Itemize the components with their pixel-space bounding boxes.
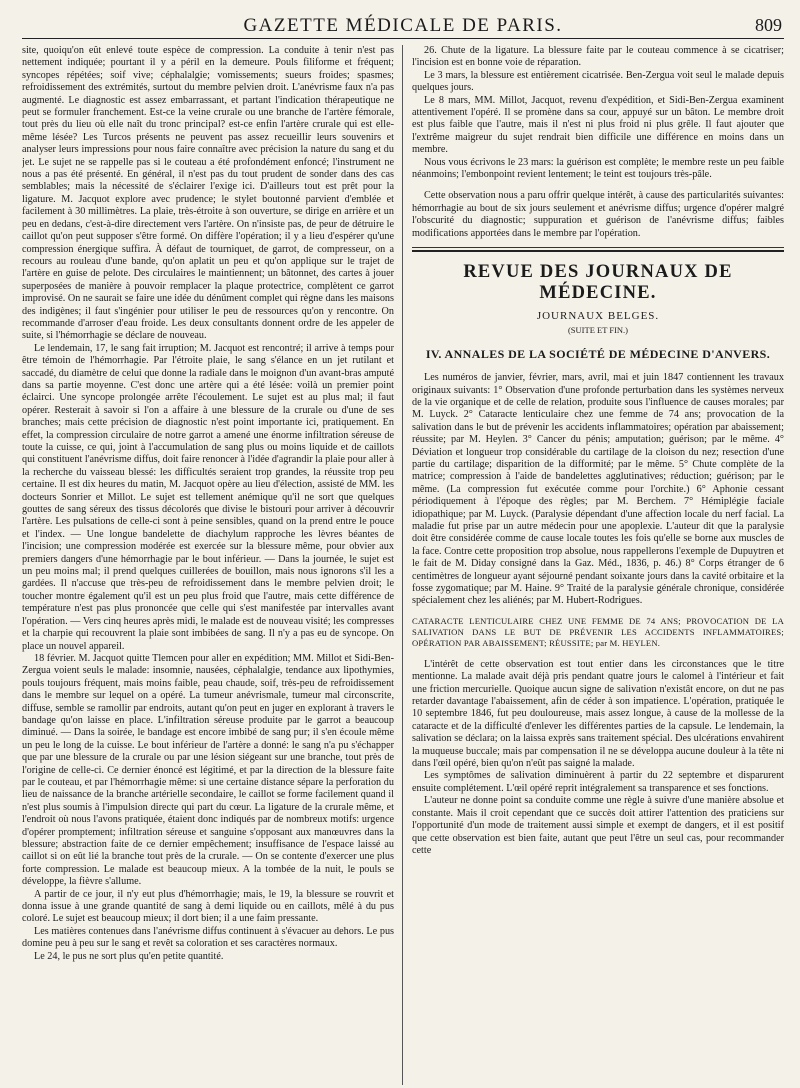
left-paragraph: 18 février. M. Jacquot quitte Tlemcen pour aller en expédition; MM. Millot et Sidi-Ben-Zergua voient seuls le malade: insomnie, nausées, céphalalgie, tendance aux lipothymies, pouls toujours fréquent, mais moins faible, peau chaude, soif, très-peu de refroidissement dans le membre sur lequel on a opéré. La tumeur anévrismale, tumeur mal circonscrite, diffuse, semble se ramollir par endroits, autant qu'on peut en juger en explorant à travers le bandage qu'on laisse en place. L'infiltration séreuse produite par le garrot a beaucoup diminué. — Dans la soirée, le bandage est encore imbibé de sang pur; il s'en écoule même un peu le long de la cuisse. Le bout inférieur de l'artère a donné: le sang n'a pu s'échapper que par une blessure de la crurale ou par une lésion siégeant sur une branche, tout près de l'origine de celle-ci. Ce dernier énoncé est légitimé, et par la direction de la blessure faite par le couteau, et par l'hémorrhagie même: si une certaine distance sépare la perforation du lieu de naissance de la branche artérielle secondaire, le caillot se forme facilement quand il n'est plus soumis à l'impulsion directe qui part du cœur. La ligature de la crurale même, et l'endroit où nous l'avons pratiquée, étaient donc indiqués par de nombreux motifs: urgence d'opérer promptement; infiltration séreuse et sanguine s'opposant aux manœuvres dans la blessure; abstraction faite de ce dernier empêchement; insuffisance de l'espace laissé au caillot si on eût lié la branche tout près de la crurale. — On se contente d'exercer une plus forte compression. Le malade est beaucoup mieux. A la tombée de la nuit, le pouls se développe, la fièvre s'allume. [22,652,394,888]
right-paragraph: Les numéros de janvier, février, mars, avril, mai et juin 1847 contiennent les travaux originaux suivants: 1° Observation d'une profonde perturbation dans les systèmes nerveux de la vie organique et de celle de relation, produite sous l'influence de causes morales; par M. Luyck. 2° Cataracte lenticulaire chez une femme de 74 ans; provocation de la salivation dans le but de prévenir les accidents inflammatoires; opération par abaissement; réussite; par M. Heylen. 3° Cancer du pénis; amputation; guérison; par le même. 4° Déviation et longueur trop considérable du cartilage de la cloison du nez; resection d'une partie du cartilage; disparition de la difformité; par le même. 5° Chute complète de la matrice; compression à l'aide de bandelettes agglutinatives; réduction; guérison; par le même. (La compression fut exécutée comme pour l'orchite.) 6° Aphonie cessant périodiquement à l'époque des règles; par M. Berchem. 7° Hémiplégie faciale idiopathique; par M. Luyck. (Paralysie dépendant d'une affection locale du nerf facial. La maladie fut prise par un autre médecin pour une apoplexie. L'auteur dit que la paralysie doit être considérée comme de cause locale toutes les fois qu'elle se borne aux muscles de la face. Contre cette proposition trop absolue, nous rappellerons l'exemple de Dupuytren et le fait de M. Diday consigné dans la Gaz. Méd., 1836, p. 46.) 8° Corps étranger de 6 centimètres de longueur ayant séjourné pendant soixante jours dans la cavité orbitaire et la fosse zygomatique; par M. Haine. 9° Traité de la paralysie générale chronique, considérée spécialement chez les aliénés; par M. Hubert-Rodrigues. [412,372,784,607]
section-title: REVUE DES JOURNAUX DE MÉDECINE. [463,262,733,304]
right-paragraph: Le 8 mars, MM. Millot, Jacquot, revenu d'expédition, et Sidi-Ben-Zergua examinent attentivement l'opéré. Il se promène dans sa cour, appuyé sur un bâton. Le membre droit est plus faible que l'autre, mais il n'est ni plus froid ni plus grêle. Il faut ajouter que l'extrême maigreur du sujet rendrait bien difficile une différence en moins dans un membre. [412,94,784,156]
right-paragraph: Cette observation nous a paru offrir quelque intérêt, à cause des particularités suivantes: hémorrhagie au bout de six jours seulement et anévrisme diffus; urgence d'opérer malgré l'obscurité du diagnostic; suppuration et guérison de l'anévrisme diffus; faibles modifications apportées dans le membre par l'opération. [412,190,784,239]
right-paragraph: Les symptômes de salivation diminuèrent à partir du 22 septembre et disparurent ensuite complétement. L'œil opéré reprit intégralement sa transparence et ses fonctions. [412,770,784,794]
section-divider-thick [412,250,784,252]
two-column-body [22,45,784,1085]
page-number: 809 [755,15,782,35]
left-column [22,45,402,1085]
spacer [412,181,784,190]
right-paragraph: Nous vous écrivons le 23 mars: la guérison est complète; le membre reste un peu faible néanmoins; l'embonpoint revient lentement; le teint est toujours très-pâle. [412,156,784,181]
section-divider [412,247,784,248]
section-subtitle: JOURNAUX BELGES. [536,310,660,323]
continuation-note: (SUITE ET FIN.) [567,325,629,336]
right-paragraph: Le 3 mars, la blessure est entièrement cicatrisée. Ben-Zergua voit seul le malade depuis quelques jours. [412,69,784,94]
right-paragraph: L'auteur ne donne point sa conduite comme une règle à suivre d'une manière absolue et constante. Mais il croit cependant que ce succès doit attirer l'attention des praticiens sur l'opportunité d'un mode de traitement aussi simple et exempt de dangers, et il est positif que cette observation est bien faite, autant que peut l'être un seul cas, pour recommander cette [412,795,784,856]
right-paragraph: 26. Chute de la ligature. La blessure faite par le couteau commence à se cicatriser; l'incision est en bonne voie de réparation. [412,45,784,69]
subsection-heading: IV. ANNALES DE LA SOCIÉTÉ DE MÉDECINE D'ANVERS. [425,347,771,362]
left-paragraph: Le 24, le pus ne sort plus qu'en petite quantité. [34,950,224,962]
right-paragraph: L'intérêt de cette observation est tout entier dans les circonstances que le titre mentionne. La malade avait déjà pris pendant quatre jours le calomel à l'intérieur et fait une friction mercurielle. Quoique aucun signe de salivation n'existât encore, on dut ne pas retarder davantage l'abaissement, afin de céder à son impatience. L'opération, pratiquée le 10 septembre 1846, fut peu douloureuse, mais assez longue, à cause de la mollesse de la cataracte et de la difficulté d'enlever les différentes parties de la capsule. Le lendemain, la salivation se déclara; on la laissa exprès sans traitement spécial. Des ulcérations envahirent la muqueuse buccale; mais par compensation il ne se développa aucune douleur à la tête ni dans l'œil opéré, bien qu'on n'eût pas saigné la malade. [412,658,784,770]
journal-title: GAZETTE MÉDICALE DE PARIS. [243,15,563,36]
page-header [22,8,784,39]
left-paragraph: Les matières contenues dans l'anévrisme diffus continuent à s'évacuer au dehors. Le pus domine peu à peu sur le sang et revêt sa coloration et ses caractères normaux. [22,925,394,950]
left-paragraph: Le lendemain, 17, le sang fait irruption; M. Jacquot est rencontré; il arrive à temps pour être témoin de l'hémorrhagie. Par l'étroite plaie, le sang s'élance en un jet rutilant et saccadé, du diamètre de celui que donne la radiale dans le moignon d'un avant-bras amputé dans sa partie moyenne. C'est donc une artère qui a été lésée: voilà un premier point éclairci. Une syncope prolongée arrête l'écoulement. Le sujet est au plus mal; il faut opérer. Resterait à savoir si l'on a affaire à une blessure de la crurale ou d'une de ses branches; mais cette précision de diagnostic n'est point importante ici, pratiquement. En effet, la compression circulaire de notre garrot a amené une énorme infiltration séreuse de toute la cuisse, ce qui, joint à l'accumulation de sang plus ou moins liquide et de caillots qui constituent l'anévrisme diffus, doit faire renoncer à l'idée d'agrandir la plaie pour aller à la recherche du vaisseau blessé: les difficultés seraient trop grandes, la réussite trop peu certaine. Il est dix heures du matin, M. Jacquot opère au lieu d'élection, assisté de MM. les docteurs Sonrier et Millot. Le sujet est tellement anémique qu'il ne sort que quelques gouttes de sang séreux des tissus décolorés que divise le bistouri pour arriver à découvrir l'artère. Les pulsations de celle-ci sont à peine sensibles, quand on la prend entre le pouce et l'index. — Une longue bandelette de diachylum rapproche les lèvres béantes de l'incision; une compression modérée est exercée sur la blessure même, pour obvier aux premiers dangers d'une hémorrhagie par le bout inférieur. — Dans la journée, le sujet est un peu moins mal; il prend quelques cuillerées de bouillon, mais nous ignorons s'il les a gardées. Il n'accuse que très-peu de refroidissement dans le membre pelvien droit; le toucher montre également qu'il est un peu plus froid que l'autre, mais cette différence de température n'est pas plus prononcée que celle qui s'est manifestée par intervalles avant l'opération. — Vers cinq heures après midi, le malade est de nouveau visité; les compresses et la charpie qui recouvrent la plaie sont imbibées de sang. Il n'y a pas eu de syncope. On place un nouvel appareil. [22,342,394,652]
article-heading: CATARACTE LENTICULAIRE CHEZ UNE FEMME DE 74 ANS; PROVOCATION DE LA SALIVATION DANS LE BUT DE PRÉVENIR LES ACCIDENTS INFLAMMATOIRES; OPÉRATION PAR ABAISSEMENT; RÉUSSITE; par M. HEYLEN. [412,615,784,648]
left-paragraph: site, quoiqu'on eût enlevé toute espèce de compression. La conduite à tenir n'est pas nettement indiquée; pourtant il y a péril en la demeure. Pouls filiforme et fréquent; syncopes répétées; soif vive; céphalalgie; vomissements; sueurs froides; spasmes; refroidissement des extrémités, surtout du membre pelvien droit. L'anévrisme faux n'a pas augmenté. Le diagnostic est assez embarrassant, et partant l'indication thérapeutique ne peut se formuler franchement. Est-ce la veine crurale ou une branche de l'artère fémorale, tout près du lieu où elle naît du tronc principal? est-ce enfin l'artère crurale qui est elle-même lésée? Les Turcos présents ne peuvent pas assez recueillir leurs souvenirs et analyser leurs impressions pour nous faire connaître avec précision la nature du sang et du jet. Le sujet ne se rappelle pas si le couteau a été profondément enfoncé; l'instrument ne nous a pas été présenté. En général, il n'est pas du tout prudent de sonder dans des cas semblables; mais la nécessité de s'éclairer l'exige ici. D'ailleurs tout est prêt pour la ligature. M. Jacquot explore avec prudence; le stylet boutonné parvient d'emblée et facilement à 30 millimètres. La plaie, très-étroite à son ouverture, se dirige en arrière et un peu en dedans, c'est-à-dire directement vers l'artère. On n'insiste pas, de peur de détruire le caillot qu'on peut supposer s'être formé. On diffère l'opération; il y a lieu d'espérer qu'une compression énergique suffira. À défaut de tourniquet, de garrot, de compresseur, on a recours au rouleau d'une bande, qu'on aplatit un peu et qu'on applique sur le trajet de l'artère en guise de pelote. Des circulaires le maintiennent; un bâtonnet, des cartes à jouer superposées de manière à pouvoir remplacer la plaque protectrice, complètent ce garrot improvisé. On ne saurait se faire une idée du dénûment complet qui règne dans les maisons des indigènes; il faut s'ingénier pour utiliser le peu de ressources qu'on y rencontre. On recommande d'arroser d'eau froide. Les deux consultants donnent ordre de les appeler de suite, si l'hémorrhagie se déclare de nouveau. [22,45,394,342]
right-column [403,45,784,1085]
left-paragraph: A partir de ce jour, il n'y eut plus d'hémorrhagie; mais, le 19, la blessure se rouvrit et donna issue à une grande quantité de sang à demi liquide ou en caillots, mêlé à du pus coloré. Le sujet est beaucoup mieux; il dort bien; il a une faim pressante. [22,888,394,925]
